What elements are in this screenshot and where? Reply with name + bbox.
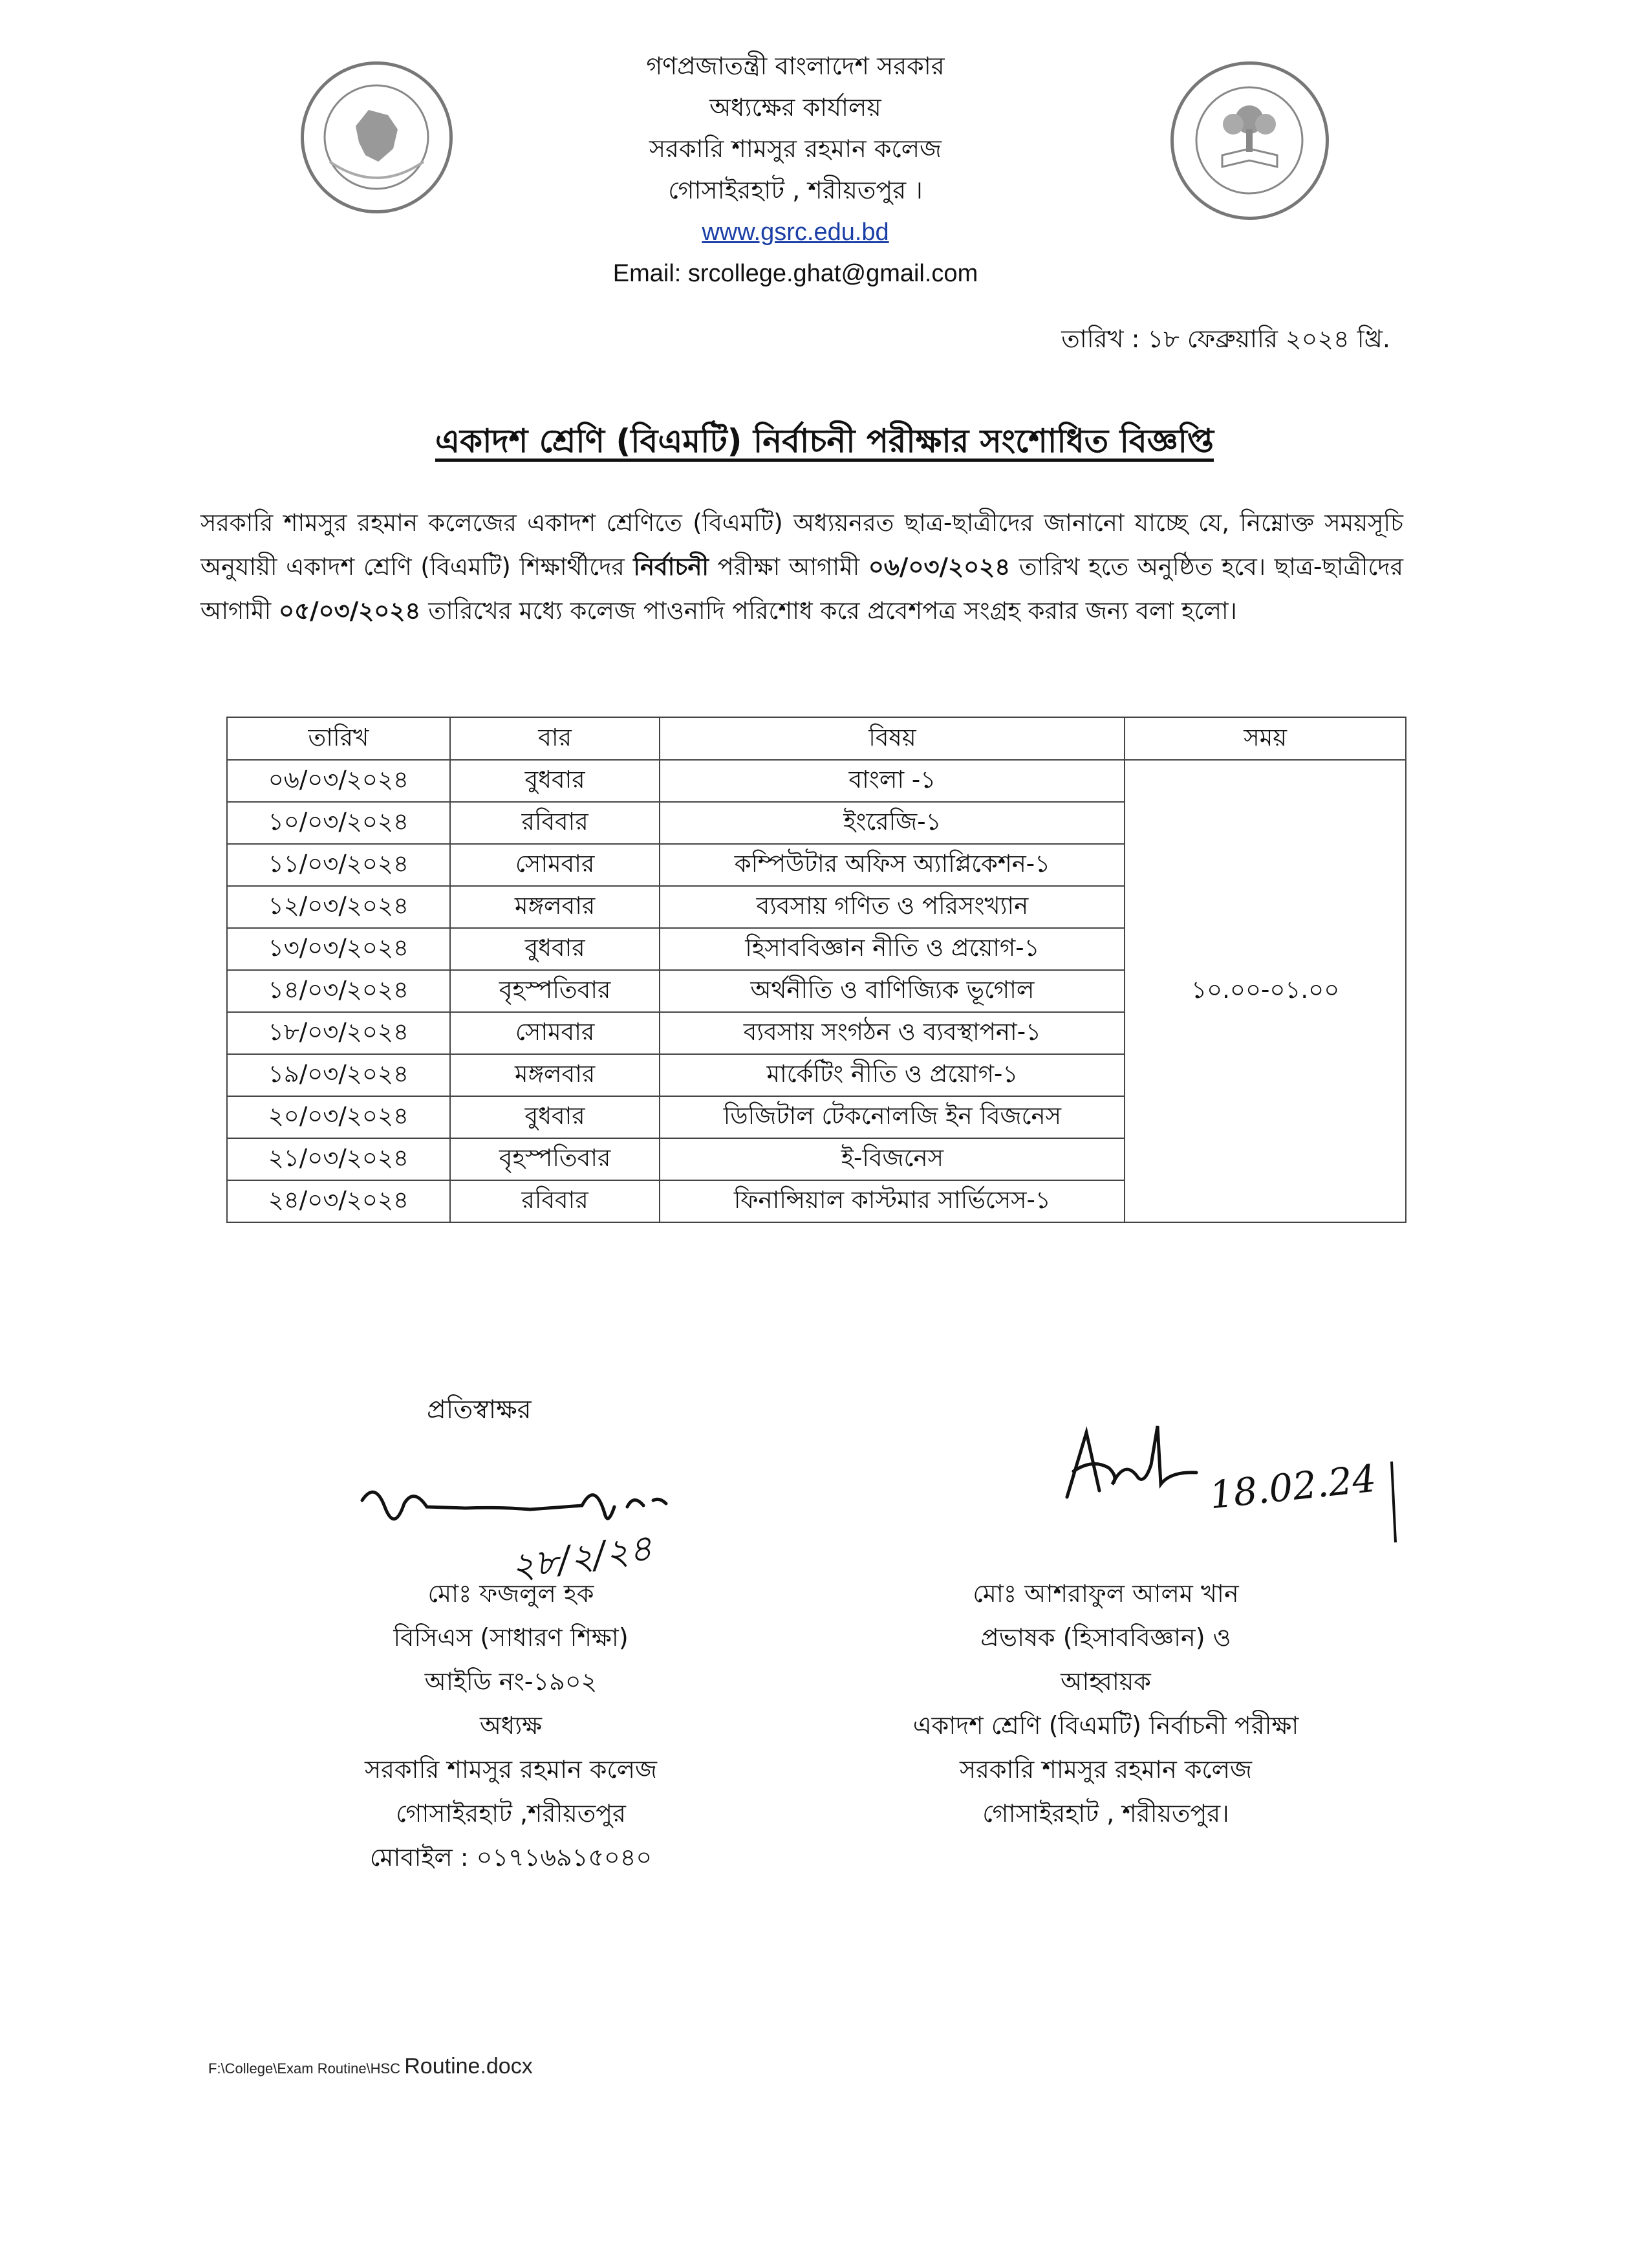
file-path-filename: Routine.docx [404,2054,533,2079]
principal-address: গোসাইরহাট ,শরীয়তপুর [396,1799,626,1828]
cell-day: রবিবার [450,802,660,844]
notice-title-text: একাদশ শ্রেণি (বিএমটি) নির্বাচনী পরীক্ষার সংশোধিত বিজ্ঞপ্তি [435,422,1214,460]
principal-signature-date: ২৮/২/২৪ [508,1527,655,1589]
cell-subject: অর্থনীতি ও বাণিজ্যিক ভূগোল [660,970,1125,1012]
cell-subject: মার্কেটিং নীতি ও প্রয়োগ-১ [660,1054,1125,1096]
principal-title: অধ্যক্ষ [479,1711,542,1740]
convener-name: মোঃ আশরাফুল আলম খান [973,1579,1239,1608]
cell-date: ১২/০৩/২০২৪ [227,886,450,928]
cell-date: ২০/০৩/২০২৪ [227,1096,450,1138]
cell-day: মঙ্গলবার [450,1054,660,1096]
cell-date: ১৮/০৩/২০২৪ [227,1012,450,1054]
principal-id: আইডি নং-১৯০২ [424,1667,598,1696]
cell-subject: ব্যবসায় গণিত ও পরিসংখ্যান [660,886,1125,928]
convener-designation: প্রভাষক (হিসাববিজ্ঞান) ও [980,1623,1231,1652]
header-address: গোসাইরহাট , শরীয়তপুর । [668,176,923,204]
body-text-3: তারিখ হতে অনুষ্ঠিত হবে। ছাত্র-ছাত্রীদের আগামী [200,553,1403,625]
body-text-4: তারিখের মধ্যে কলেজ পাওনাদি পরিশোধ করে প্রবেশপত্র সংগ্রহ করার জন্য বলা হলো। [428,597,1237,625]
cell-subject: ডিজিটাল টেকনোলজি ইন বিজনেস [660,1096,1125,1138]
cell-day: মঙ্গলবার [450,886,660,928]
countersign-label: প্রতিস্বাক্ষর [427,1395,532,1425]
letterhead [388,45,1203,294]
cell-subject: বাংলা -১ [660,760,1125,802]
table-header-row [227,717,1406,760]
header-website-link[interactable]: www.gsrc.edu.bd [702,219,889,246]
body-bold-3: ০৫/০৩/২০২৪ [279,597,421,625]
cell-subject: কম্পিউটার অফিস অ্যাপ্লিকেশন-১ [660,844,1125,886]
cell-date: ১০/০৩/২০২৪ [227,802,450,844]
cell-date: ২১/০৩/২০২৪ [227,1138,450,1180]
convener-address: গোসাইরহাট , শরীয়তপুর। [982,1799,1229,1828]
header-office: অধ্যক্ষের কার্যালয় [709,93,881,122]
file-path-footer [208,2054,533,2079]
cell-subject: ফিনান্সিয়াল কাস্টমার সার্ভিসেস-১ [660,1180,1125,1222]
convener-role: আহ্বায়ক [1061,1667,1151,1696]
notice-body [200,501,1403,633]
convener-committee: একাদশ শ্রেণি (বিএমটি) নির্বাচনী পরীক্ষা [912,1711,1299,1740]
header-day: বার [450,717,660,760]
principal-mobile: মোবাইল : ০১৭১৬৯১৫০৪০ [369,1843,652,1872]
cell-day: সোমবার [450,1012,660,1054]
principal-signature-block [285,1571,737,1879]
header-time: সময় [1125,717,1406,760]
header-date: তারিখ [227,717,450,760]
cell-time: ১০.০০-০১.০০ [1125,760,1406,1222]
exam-routine-table [226,717,1406,1223]
header-subject: বিষয় [660,717,1125,760]
body-text-1: সরকারি শামসুর রহমান কলেজের একাদশ শ্রেণিতে (বিএমটি) অধ্যয়নরত ছাত্র-ছাত্রীদের জানানো যাচ্ছে যে, নিম্নোক্ত সময়সূচি অনুযায়ী একাদশ শ্রেণি (বিএমটি) শিক্ষার্থীদের [200,509,1403,581]
convener-signature-icon [1048,1420,1229,1517]
cell-subject: ব্যবসায় সংগঠন ও ব্যবস্থাপনা-১ [660,1012,1125,1054]
header-government: গণপ্রজাতন্ত্রী বাংলাদেশ সরকার [646,52,945,80]
cell-date: ১৩/০৩/২০২৪ [227,928,450,970]
cell-day: বৃহস্পতিবার [450,970,660,1012]
cell-day: রবিবার [450,1180,660,1222]
cell-subject: হিসাববিজ্ঞান নীতি ও প্রয়োগ-১ [660,928,1125,970]
cell-date: ১১/০৩/২০২৪ [227,844,450,886]
principal-name: মোঃ ফজলুল হক [427,1579,594,1608]
cell-day: সোমবার [450,844,660,886]
convener-signature-block [847,1571,1364,1835]
principal-cadre: বিসিএস (সাধারণ শিক্ষা) [393,1623,629,1652]
principal-college: সরকারি শামসুর রহমান কলেজ [364,1755,658,1784]
cell-date: ০৬/০৩/২০২৪ [227,760,450,802]
cell-date: ১৯/০৩/২০২৪ [227,1054,450,1096]
body-text-2: পরীক্ষা আগামী [717,553,860,581]
cell-date: ২৪/০৩/২০২৪ [227,1180,450,1222]
notice-date: তারিখ : ১৮ ফেব্রুয়ারি ২০২৪ খ্রি. [1061,325,1390,353]
cell-subject: ইংরেজি-১ [660,802,1125,844]
cell-day: বুধবার [450,760,660,802]
table-row [227,760,1406,802]
convener-signature-date: 18.02.24 [1207,1456,1379,1518]
header-email: Email: srcollege.ghat@gmail.com [612,260,978,287]
convener-college: সরকারি শামসুর রহমান কলেজ [959,1755,1253,1784]
file-path-folder: F:\College\Exam Routine\HSC [208,2060,401,2077]
cell-day: বুধবার [450,928,660,970]
date-underline-icon [1384,1458,1403,1549]
cell-day: বৃহস্পতিবার [450,1138,660,1180]
body-bold-2: ০৬/০৩/২০২৪ [868,553,1011,581]
body-bold-1: নির্বাচনী [633,553,709,581]
cell-date: ১৪/০৩/২০২৪ [227,970,450,1012]
cell-subject: ই-বিজনেস [660,1138,1125,1180]
header-college: সরকারি শামসুর রহমান কলেজ [649,135,942,163]
cell-day: বুধবার [450,1096,660,1138]
notice-title [259,417,1390,471]
